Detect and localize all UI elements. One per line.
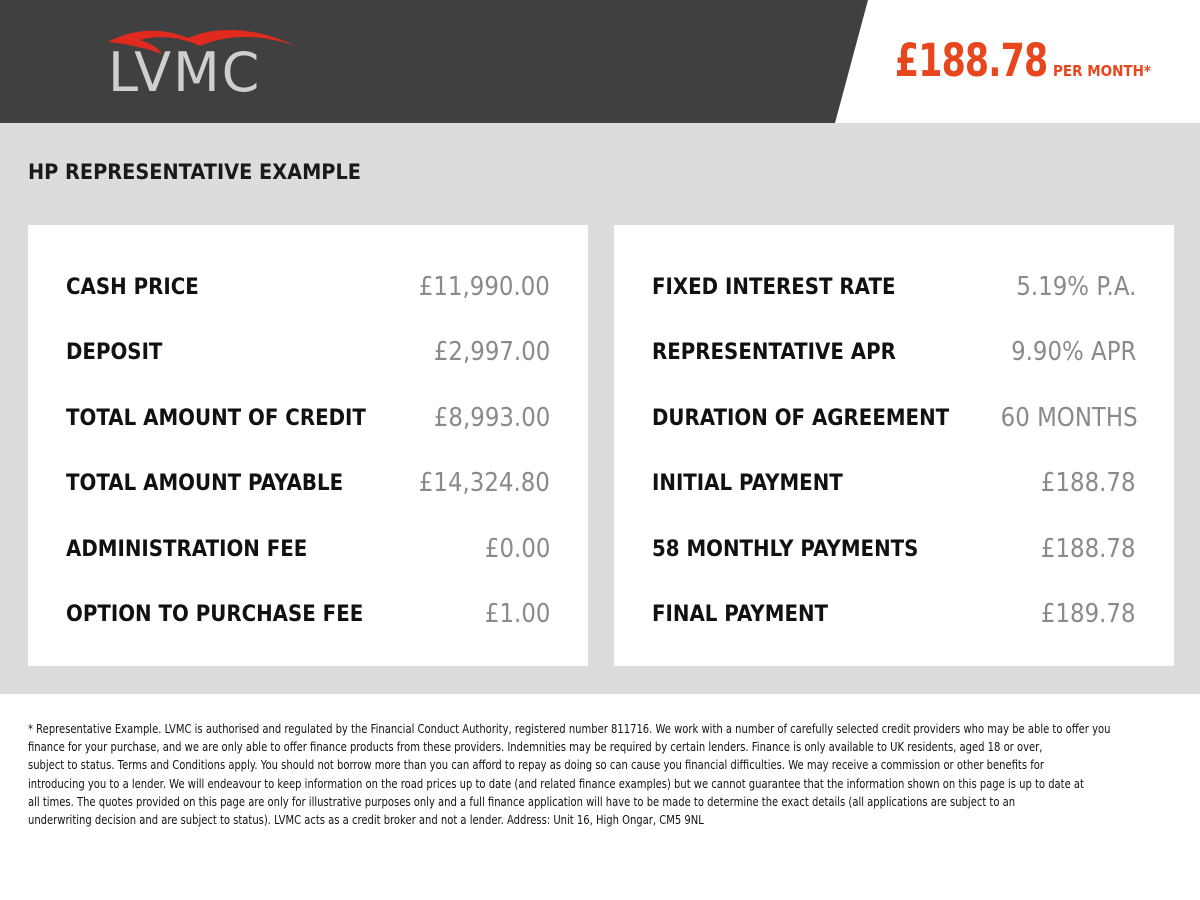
row-label: INITIAL PAYMENT [652,470,843,496]
disclaimer-line: subject to status. Terms and Conditions apply. You should not borrow more than you can afford to repay as doing so can cause you financial difficulties. We may receive a commission or other benefits for [28,758,1044,773]
row-final-payment [652,594,1136,634]
row-value: £2,997.00 [433,337,550,367]
right-finance-card [614,225,1174,666]
row-label: FIXED INTEREST RATE [652,274,896,300]
row-label: FINAL PAYMENT [652,601,829,627]
disclaimer-text [28,720,1160,829]
row-option-fee [66,594,550,634]
monthly-price-block [870,34,1162,90]
row-duration [652,398,1136,438]
disclaimer-line: introducing you to a lender. We will endeavour to keep information on the road prices up to date (and related finance examples) but we cannot guarantee that the information shown on this page is up to date at [28,776,1084,791]
row-label: TOTAL AMOUNT OF CREDIT [66,405,366,431]
row-label: DURATION OF AGREEMENT [652,405,950,431]
left-finance-card [28,225,588,666]
disclaimer-line: all times. The quotes provided on this page are only for illustrative purposes only and a full finance application will have to be made to determine the exact details (all applications are subject to an [28,794,1016,809]
row-value: £8,993.00 [433,403,550,433]
row-label: 58 MONTHLY PAYMENTS [652,536,919,562]
row-label: CASH PRICE [66,274,199,300]
row-cash-price [66,267,550,307]
row-value: £14,324.80 [418,468,550,498]
row-value: £1.00 [484,599,550,629]
logo-wordmark: LVMC [108,41,262,104]
monthly-price: £188.78 [894,34,1048,87]
row-apr [652,332,1136,372]
disclaimer-line: finance for your purchase, and we are only able to offer finance products from these providers. Indemnities may be required by certain lenders. Finance is only available to UK residents, aged 18 or over, [28,740,1043,755]
row-initial-payment [652,463,1136,503]
lvmc-logo [100,20,310,105]
row-value: 60 MONTHS [1000,403,1138,433]
section-title: HP REPRESENTATIVE EXAMPLE [28,160,361,184]
row-value: £0.00 [484,534,550,564]
row-value: £188.78 [1041,468,1136,498]
disclaimer-line: * Representative Example. LVMC is authorised and regulated by the Financial Conduct Authority, registered number 811716. We work with a number of carefully selected credit providers who may be able to offer you [28,722,1111,736]
row-interest-rate [652,267,1136,307]
row-value: 5.19% P.A. [1016,272,1136,302]
row-label: OPTION TO PURCHASE FEE [66,601,364,627]
row-label: ADMINISTRATION FEE [66,536,308,562]
row-value: 9.90% APR [1010,337,1136,367]
row-total-credit [66,398,550,438]
row-total-payable [66,463,550,503]
row-deposit [66,332,550,372]
row-admin-fee [66,529,550,569]
row-value: £189.78 [1041,599,1136,629]
row-monthly-payments [652,529,1136,569]
row-label: REPRESENTATIVE APR [652,339,896,365]
disclaimer-line: underwriting decision and are subject to status). LVMC acts as a credit broker and not a lender. Address: Unit 16, High Ongar, CM5 9NL [28,813,704,828]
row-value: £11,990.00 [418,272,550,302]
row-value: £188.78 [1041,534,1136,564]
header [0,0,1200,123]
row-label: DEPOSIT [66,339,163,365]
per-month-label: PER MONTH* [1053,62,1152,80]
row-label: TOTAL AMOUNT PAYABLE [66,470,344,496]
